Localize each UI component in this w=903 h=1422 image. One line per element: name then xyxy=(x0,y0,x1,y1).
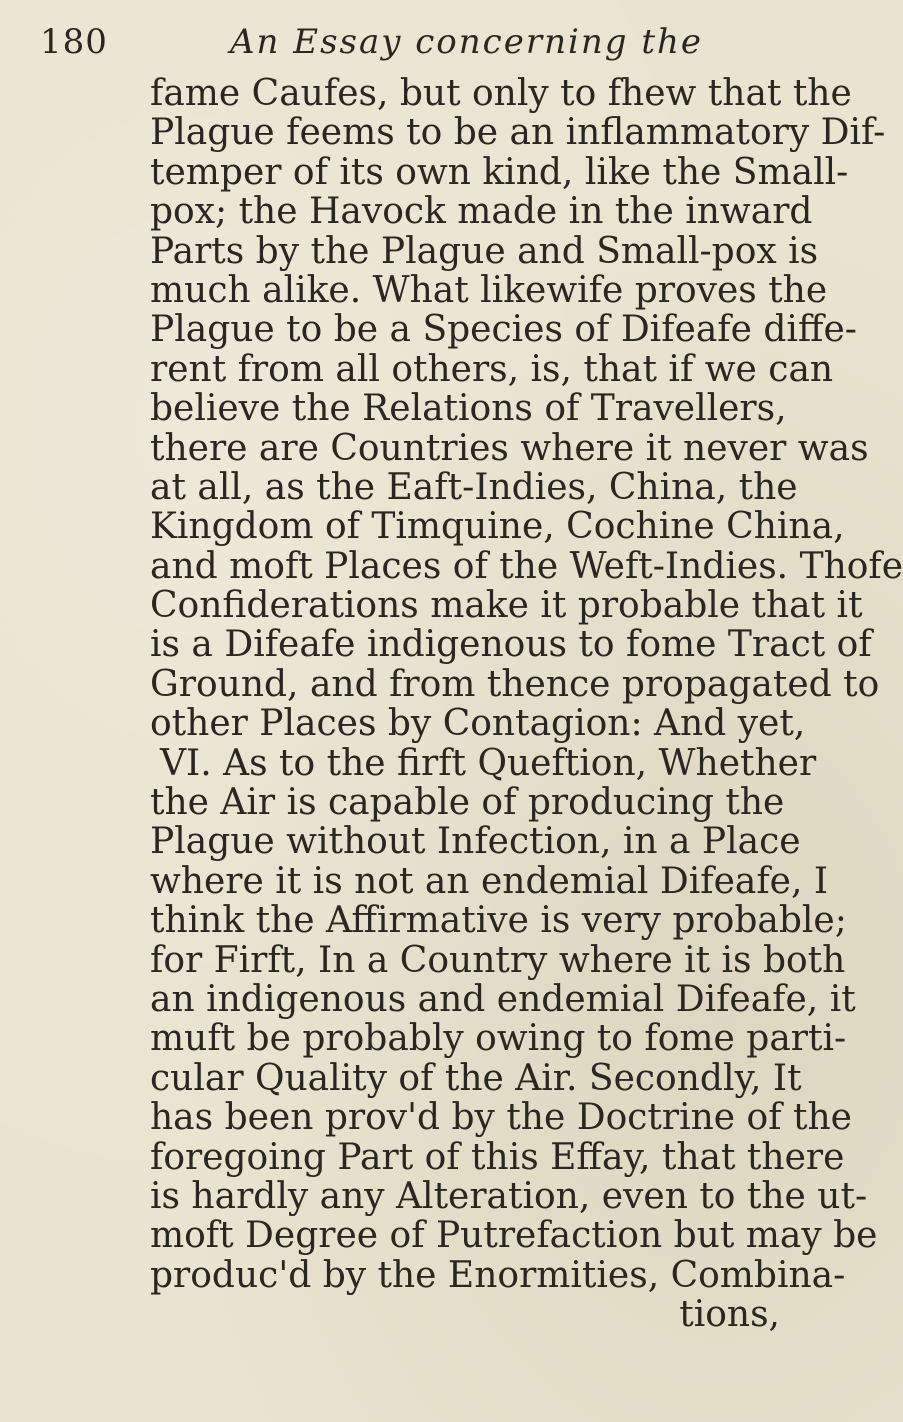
text-line: much alike. What likewife proves the xyxy=(150,269,828,311)
text-line: moft Degree of Putrefaction but may be xyxy=(150,1215,878,1257)
text-line: Confiderations make it probable that it xyxy=(150,585,863,627)
text-line: there are Countries where it never was xyxy=(150,427,869,469)
text-line: where it is not an endemial Difeafe, I xyxy=(150,860,829,902)
page-header xyxy=(40,22,760,74)
text-line: fame Caufes, but only to fhew that the xyxy=(150,73,852,114)
running-head: An Essay concerning the xyxy=(230,22,704,62)
text-line: Plague without Infection, in a Place xyxy=(150,821,801,863)
text-line: an indigenous and endemial Difeafe, it xyxy=(150,978,856,1020)
text-line: Kingdom of Timquine, Cochine China, xyxy=(150,506,845,548)
text-line: Ground, and from thence propagated to xyxy=(150,663,880,705)
text-line: is hardly any Alteration, even to the ut- xyxy=(150,1175,868,1217)
text-line: foregoing Part of this Effay, that there xyxy=(150,1136,845,1178)
text-line: other Places by Contagion: And yet, xyxy=(150,703,806,745)
text-line: think the Affirmative is very probable; xyxy=(150,900,847,942)
text-line: is a Difeafe indigenous to fome Tract of xyxy=(150,624,872,666)
text-line: Plague to be a Species of Difeafe diffe- xyxy=(150,309,857,351)
text-line: rent from all others, is, that if we can xyxy=(150,348,834,390)
text-line: Parts by the Plague and Small-pox is xyxy=(150,230,819,272)
text-line: the Air is capable of producing the xyxy=(150,782,785,824)
text-line: at all, as the Eaft-Indies, China, the xyxy=(150,466,798,508)
text-line: believe the Relations of Travellers, xyxy=(150,388,787,430)
text-line: has been prov'd by the Doctrine of the xyxy=(150,1097,852,1139)
section-heading-line: VI. As to the firft Queftion, Whether xyxy=(160,742,817,784)
body-text xyxy=(150,73,903,1336)
catchword: tions, xyxy=(679,1294,780,1336)
text-line: Plague feems to be an inflammatory Dif- xyxy=(150,112,886,154)
text-line: pox; the Havock made in the inward xyxy=(150,191,813,233)
page-number: 180 xyxy=(40,22,108,62)
text-line: produc'd by the Enormities, Combina- xyxy=(150,1254,846,1296)
text-line: cular Quality of the Air. Secondly, It xyxy=(150,1057,802,1099)
text-line: muft be probably owing to fome parti- xyxy=(150,1018,847,1060)
text-line: temper of its own kind, like the Small- xyxy=(150,151,849,193)
text-line: and moft Places of the Weft-Indies. Thofe xyxy=(150,545,903,587)
text-line: for Firft, In a Country where it is both xyxy=(150,939,846,981)
